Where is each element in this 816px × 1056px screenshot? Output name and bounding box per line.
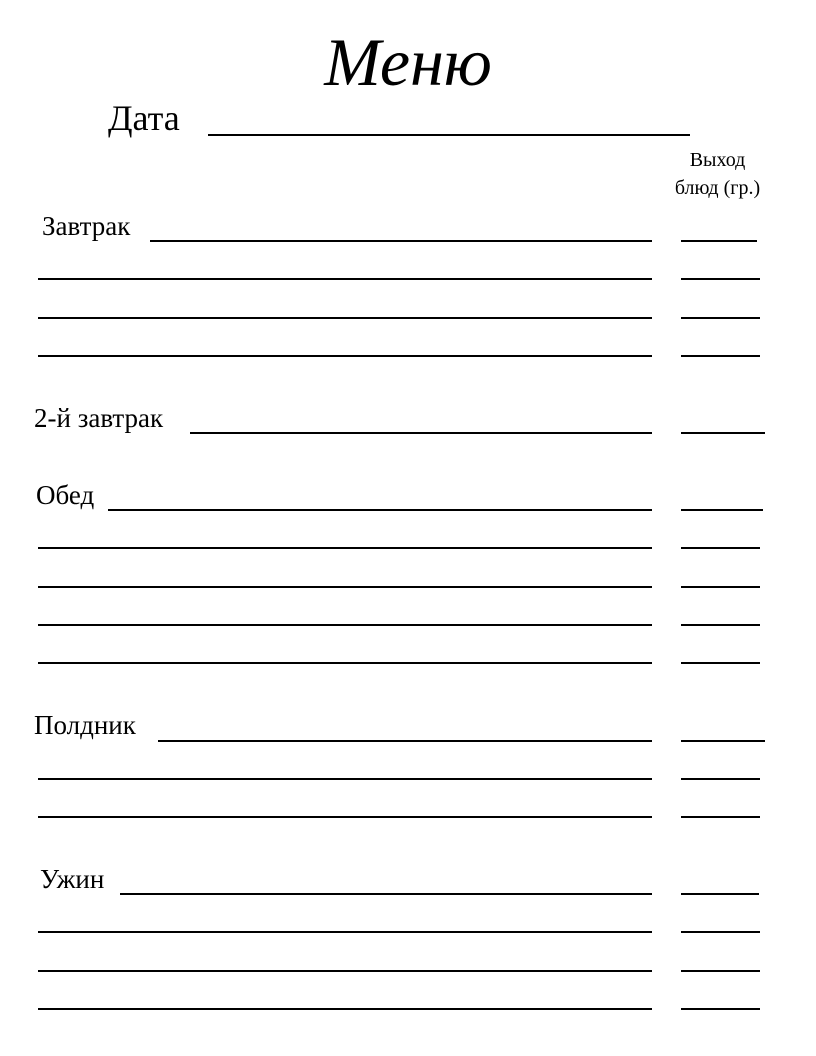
afternoon-snack-row-line-1[interactable] [158, 740, 652, 742]
breakfast-weight-line-1[interactable] [681, 240, 757, 242]
dinner-row-line-2[interactable] [38, 931, 652, 933]
lunch-row-line-2[interactable] [38, 547, 652, 549]
dinner-weight-line-1[interactable] [681, 893, 759, 895]
second-breakfast-row-line-1[interactable] [190, 432, 652, 434]
portion-weight-header [660, 146, 775, 202]
afternoon-snack-row-line-3[interactable] [38, 816, 652, 818]
breakfast-row-line-2[interactable] [38, 278, 652, 280]
afternoon-snack-row-line-2[interactable] [38, 778, 652, 780]
section-label-afternoon-snack: Полдник [34, 710, 136, 740]
afternoon-snack-weight-line-3[interactable] [681, 816, 760, 818]
breakfast-row-line-3[interactable] [38, 317, 652, 319]
lunch-row-line-5[interactable] [38, 662, 652, 664]
breakfast-weight-line-2[interactable] [681, 278, 760, 280]
afternoon-snack-weight-line-2[interactable] [681, 778, 760, 780]
date-field-line[interactable] [208, 134, 690, 136]
lunch-weight-line-5[interactable] [681, 662, 760, 664]
lunch-weight-line-4[interactable] [681, 624, 760, 626]
breakfast-row-line-1[interactable] [150, 240, 652, 242]
breakfast-weight-line-3[interactable] [681, 317, 760, 319]
lunch-row-line-4[interactable] [38, 624, 652, 626]
lunch-row-line-1[interactable] [108, 509, 652, 511]
portion-weight-header-line1: Выход [689, 149, 746, 171]
section-label-second-breakfast: 2-й завтрак [34, 403, 164, 433]
breakfast-row-line-4[interactable] [38, 355, 652, 357]
lunch-row-line-3[interactable] [38, 586, 652, 588]
lunch-weight-line-1[interactable] [681, 509, 763, 511]
section-label-dinner: Ужин [40, 864, 105, 894]
page-title: Меню [324, 24, 492, 100]
dinner-row-line-3[interactable] [38, 970, 652, 972]
portion-weight-header-line2: блюд (гр.) [674, 177, 761, 199]
dinner-weight-line-2[interactable] [681, 931, 760, 933]
lunch-weight-line-3[interactable] [681, 586, 760, 588]
afternoon-snack-weight-line-1[interactable] [681, 740, 765, 742]
date-label: Дата [108, 98, 180, 138]
dinner-weight-line-3[interactable] [681, 970, 760, 972]
lunch-weight-line-2[interactable] [681, 547, 760, 549]
section-label-lunch: Обед [36, 480, 95, 510]
section-label-breakfast: Завтрак [42, 211, 131, 241]
breakfast-weight-line-4[interactable] [681, 355, 760, 357]
dinner-row-line-4[interactable] [38, 1008, 652, 1010]
dinner-weight-line-4[interactable] [681, 1008, 760, 1010]
second-breakfast-weight-line-1[interactable] [681, 432, 765, 434]
dinner-row-line-1[interactable] [120, 893, 652, 895]
